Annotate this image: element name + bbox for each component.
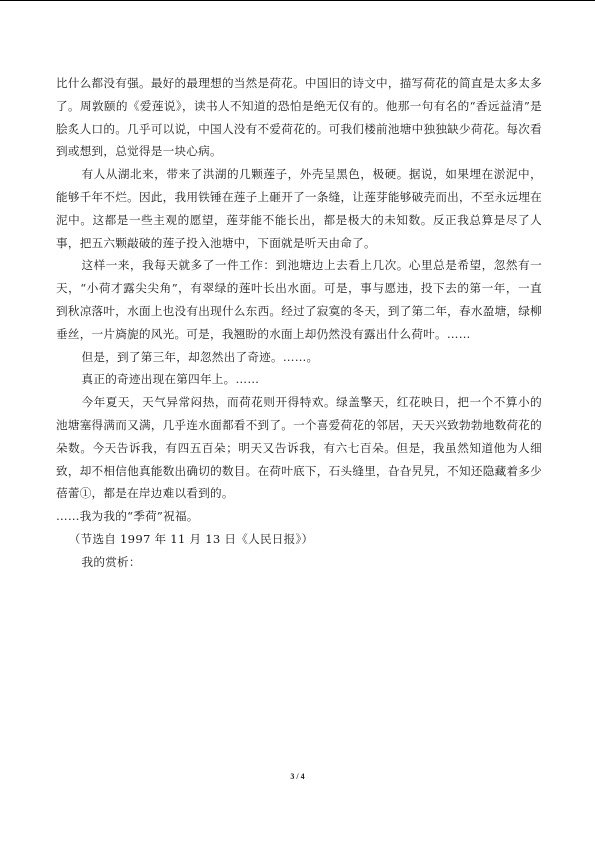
paragraph-6: 今年夏天，天气异常闷热，而荷花则开得特欢。绿盖擎天，红花映日，把一个不算小的池塘塞得满而又满，几乎连水面都看不到了。一个喜爱荷花的邻居，天天兴致勃勃地数荷花的朵数。今天告诉我，有四五百朵；明天又告诉我，有六七百朵。但是，我虽然知道他为人细致，却不相信他真能数出确切的数目。在荷叶底下，石头缝里，旮旮旯旯，不知还隐藏着多少蓓蕾①，都是在岸边难以看到的。: [56, 395, 542, 501]
source-citation: （节选自 1997 年 11 月 13 日《人民日报》）: [68, 531, 314, 546]
page-number: 3 / 4: [290, 772, 305, 781]
paragraph-1: 比什么都没有强。最好的最理想的当然是荷花。中国旧的诗文中，描写荷花的简直是太多太多了。周敦颐的《爱莲说》，读书人不知道的恐怕是绝无仅有的。他那一句有名的“香远益清”是脍炙人口的。几乎可以说，中国人没有不爱荷花的。可我们楼前池塘中独独缺少荷花。每次看到或想到，总觉得是一块心病。: [56, 76, 542, 159]
paragraph-7: ……我为我的“季荷”祝福。: [56, 509, 199, 524]
analysis-prompt: 我的赏析：: [81, 554, 141, 569]
paragraph-2: 有人从湖北来，带来了洪湖的几颗莲子，外壳呈黑色，极硬。据说，如果埋在淤泥中，能够千年不烂。因此，我用铁锤在莲子上砸开了一条缝，让莲芽能够破壳而出，不至永远埋在泥中。这都是一些主观的愿望，莲芽能不能长出，都是极大的未知数。反正我总算是尽了人事，把五六颗敲破的莲子投入池塘中，下面就是听天由命了。: [56, 167, 542, 250]
header-rule: [0, 0, 595, 1]
document-body: [56, 72, 542, 574]
paragraph-3: 这样一来，我每天就多了一件工作：到池塘边上去看上几次。心里总是希望，忽然有一天，“小荷才露尖尖角”，有翠绿的莲叶长出水面。可是，事与愿违，投下去的第一年，一直到秋凉落叶，水面上也没有出现什么东西。经过了寂寞的冬天，到了第二年，春水盈塘，绿柳垂丝，一片旖旎的风光。可是，我翘盼的水面上却仍然没有露出什么荷叶。……: [56, 258, 542, 341]
paragraph-5: 真正的奇迹出现在第四年上。……: [81, 372, 260, 387]
paragraph-4: 但是，到了第三年，却忽然出了奇迹。……。: [81, 349, 319, 364]
